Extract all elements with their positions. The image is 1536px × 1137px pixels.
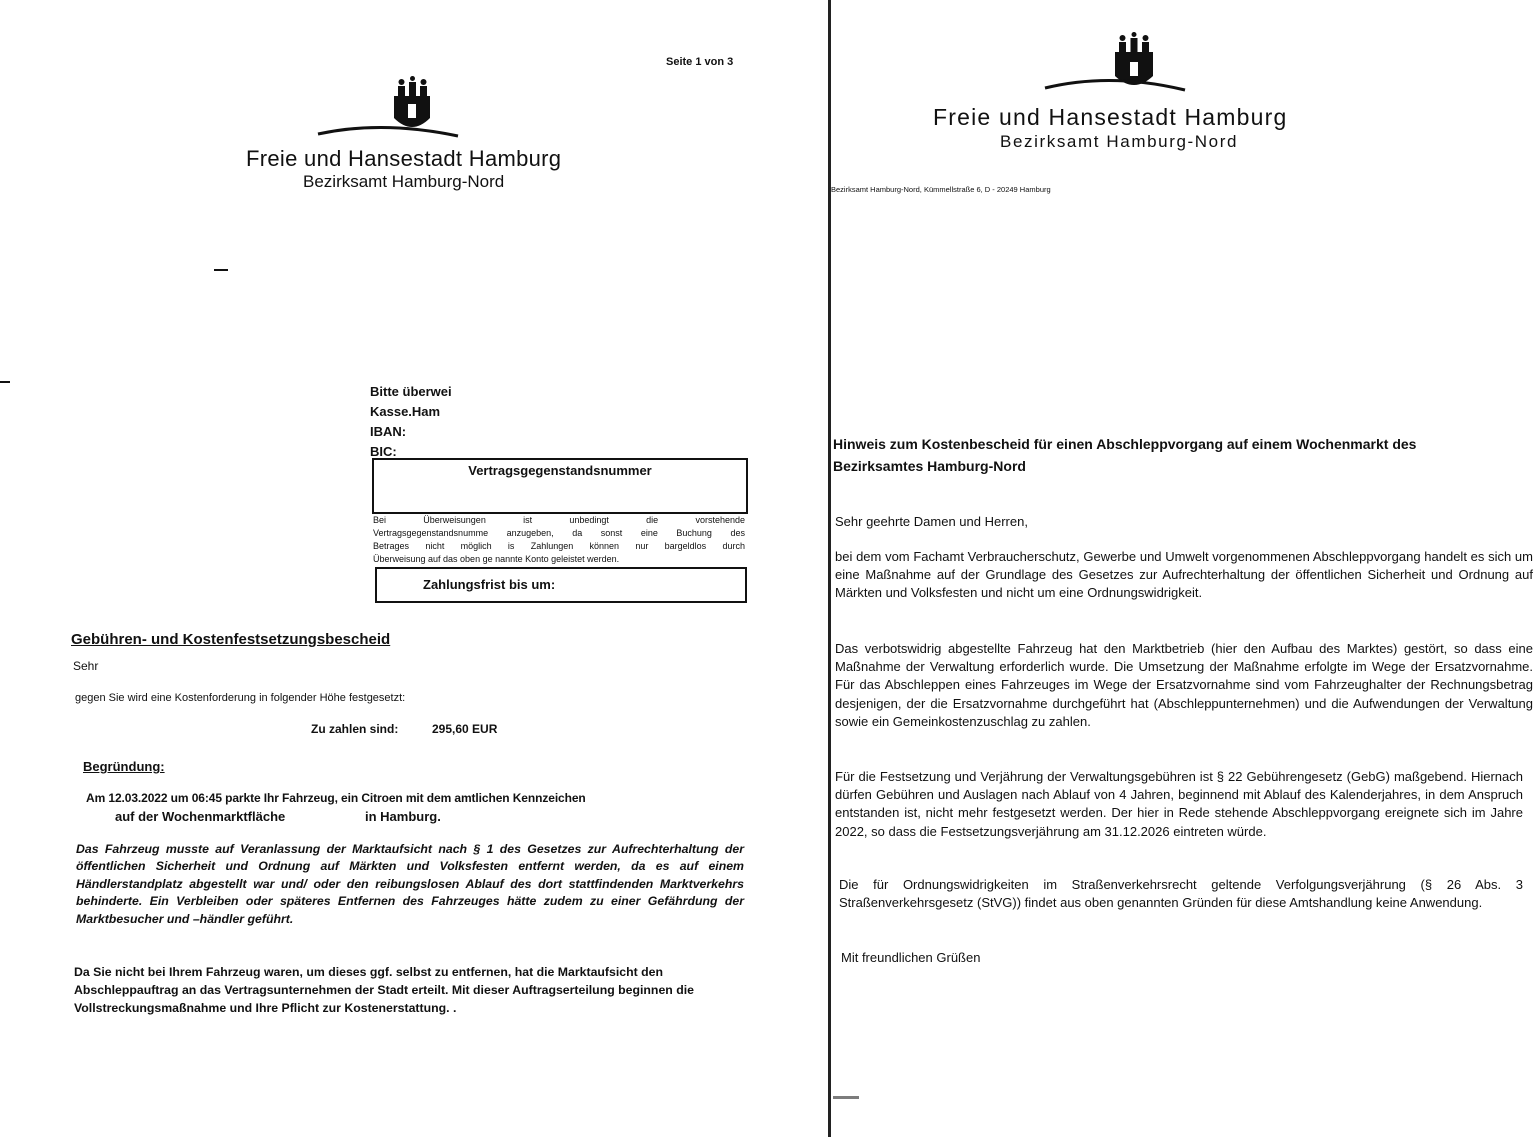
document-heading: Gebühren- und Kostenfestsetzungsbescheid [71,631,391,648]
closing: Mit freundlichen Grüßen [841,950,981,965]
payment-line: Kasse.Ham [370,404,441,419]
scan-mark [0,381,10,383]
payment-deadline-box [375,567,747,603]
amount-label: Zu zahlen sind: [311,722,399,736]
reason-paragraph-3: Da Sie nicht bei Ihrem Fahrzeug waren, um dieses ggf. selbst zu entfernen, hat die Marktaufsicht den Abschleppauftrag an das Vertragsunternehmen der Stadt erteilt. Mit dieser Auftragserteilung beginnen die Vollstreckungsmaßnahme und Ihre Pflicht zur Kostenerstattung. . [74,965,694,1015]
payment-line: Bitte überwei [370,384,452,399]
district-name: Bezirksamt Hamburg-Nord [303,172,505,191]
reason-line-2b: in Hamburg. [365,809,441,824]
body-paragraph-3: Für die Festsetzung und Verjährung der Verwaltungsgebühren ist § 22 Gebührengesetz (GebG) maßgebend. Hiernach dürfen Gebühren und Auslagen nach Ablauf von 4 Jahren, beginnend mit Ablauf des Kalenderjahres, in dem Anspruch entstanden ist, nicht mehr festgesetzt werden. Der hier in Rede stehende Abschleppvorgang ereignete sich im Jahre 2022, so dass die Festsetzungsverjährung am 31.12.2026 eintreten würde. [835,769,1523,839]
letter-page-2 [828,0,1536,1137]
city-name: Freie und Hansestadt Hamburg [246,146,562,171]
scan-mark [214,269,228,271]
subject-line-1: Hinweis zum Kostenbescheid für einen Abschleppvorgang auf einem Wochenmarkt des [833,436,1417,452]
subject-line-2: Bezirksamtes Hamburg-Nord [833,458,1026,474]
reason-line-1: Am 12.03.2022 um 06:45 parkte Ihr Fahrzeug, ein Citroen mit dem amtlichen Kennzeichen [86,791,586,805]
contract-number-label: Vertragsgegenstandsnummer [468,463,652,478]
payment-line: BIC: [370,444,397,459]
hamburg-crest-icon [1041,32,1191,98]
body-paragraph-2: Das verbotswidrig abgestellte Fahrzeug hat den Marktbetrieb (hier den Aufbau des Marktes) gestört, so dass eine Maßnahme der Verwaltung erforderlich wurde. Die Umsetzung der Maßnahme erfolgte im Wege der Ersatzvornahme. Für das Abschleppen eines Fahrzeuges im Wege der Ersatzvornahme sind vom Fahrzeughalter der Rechnungsbetrag desjenigen, der die Ersatzvornahme durchgeführt hat (Abschleppunternehmen) und die Aufwendungen der Verwaltung sowie ein Gemeinkostenzuschlag zu zahlen. [835,641,1533,729]
payment-details [370,382,452,462]
hamburg-crest-icon [312,76,462,142]
amount-value: 295,60 EUR [432,722,498,736]
intro-text: gegen Sie wird eine Kostenforderung in folgender Höhe festgesetzt: [75,692,406,704]
reason-line-2: auf der Wochenmarktfläche [115,809,286,824]
district-name: Bezirksamt Hamburg-Nord [1000,132,1239,151]
payment-deadline-label: Zahlungsfrist bis um: [423,577,556,592]
reason-heading: Begründung: [83,759,165,774]
city-name: Freie und Hansestadt Hamburg [933,104,1288,130]
reason-paragraph-2: Das Fahrzeug musste auf Veranlassung der Marktaufsicht nach § 1 des Gesetzes zur Aufrechterhaltung der öffentlichen Sicherheit und Ordnung auf Märkten und Volksfesten entfernt werden, da es auf einem Händlerstandplatz abgestellt war und/ oder den reibungslosen Ablauf des dort stattfindenden Marktverkehrs behinderte. Ein Verbleiben oder späteres Entfernen des Fahrzeuges hätte zudem zu einer Gefährdung der Marktbesucher und –händler geführt. [76,842,744,926]
greeting: Sehr geehrte Damen und Herren, [835,514,1028,529]
page-number: Seite 1 von 3 [666,56,734,68]
body-paragraph-1: bei dem vom Fachamt Verbraucherschutz, Gewerbe und Umwelt vorgenommenen Abschleppvorgang handelt es sich um eine Maßnahme auf der Grundlage des Gesetzes zur Aufrechterhaltung der öffentlichen Sicherheit und Ordnung auf Märkten und Volksfesten und nicht um eine Ordnungswidrigkeit. [835,549,1533,600]
payment-line: IBAN: [370,424,407,439]
notice-line: Vertragsgegenstandsnumme anzugeben, da sonst eine Buchung des [373,528,745,538]
body-paragraph-4: Die für Ordnungswidrigkeiten im Straßenverkehrsrecht geltende Verfolgungsverjährung (§ 26 Abs. 3 Straßenverkehrsgesetz (StVG)) findet aus oben genannten Gründen für diese Amtshandlung keine Anwendung. [839,877,1523,911]
notice-line: Überweisung auf das oben ge nannte Konto geleistet werden. [373,554,620,564]
transfer-notice [373,514,745,566]
contract-number-box [372,458,748,514]
salutation: Sehr [73,659,99,673]
notice-line: Betrages nicht möglich is Zahlungen können nur bargeldlos durch [373,541,745,551]
sender-address: Bezirksamt Hamburg-Nord, Kümmellstraße 6, D - 20249 Hamburg [831,185,1051,194]
notice-line: Bei Überweisungen ist unbedingt die vorstehende [373,515,745,525]
scan-mark [833,1096,859,1099]
